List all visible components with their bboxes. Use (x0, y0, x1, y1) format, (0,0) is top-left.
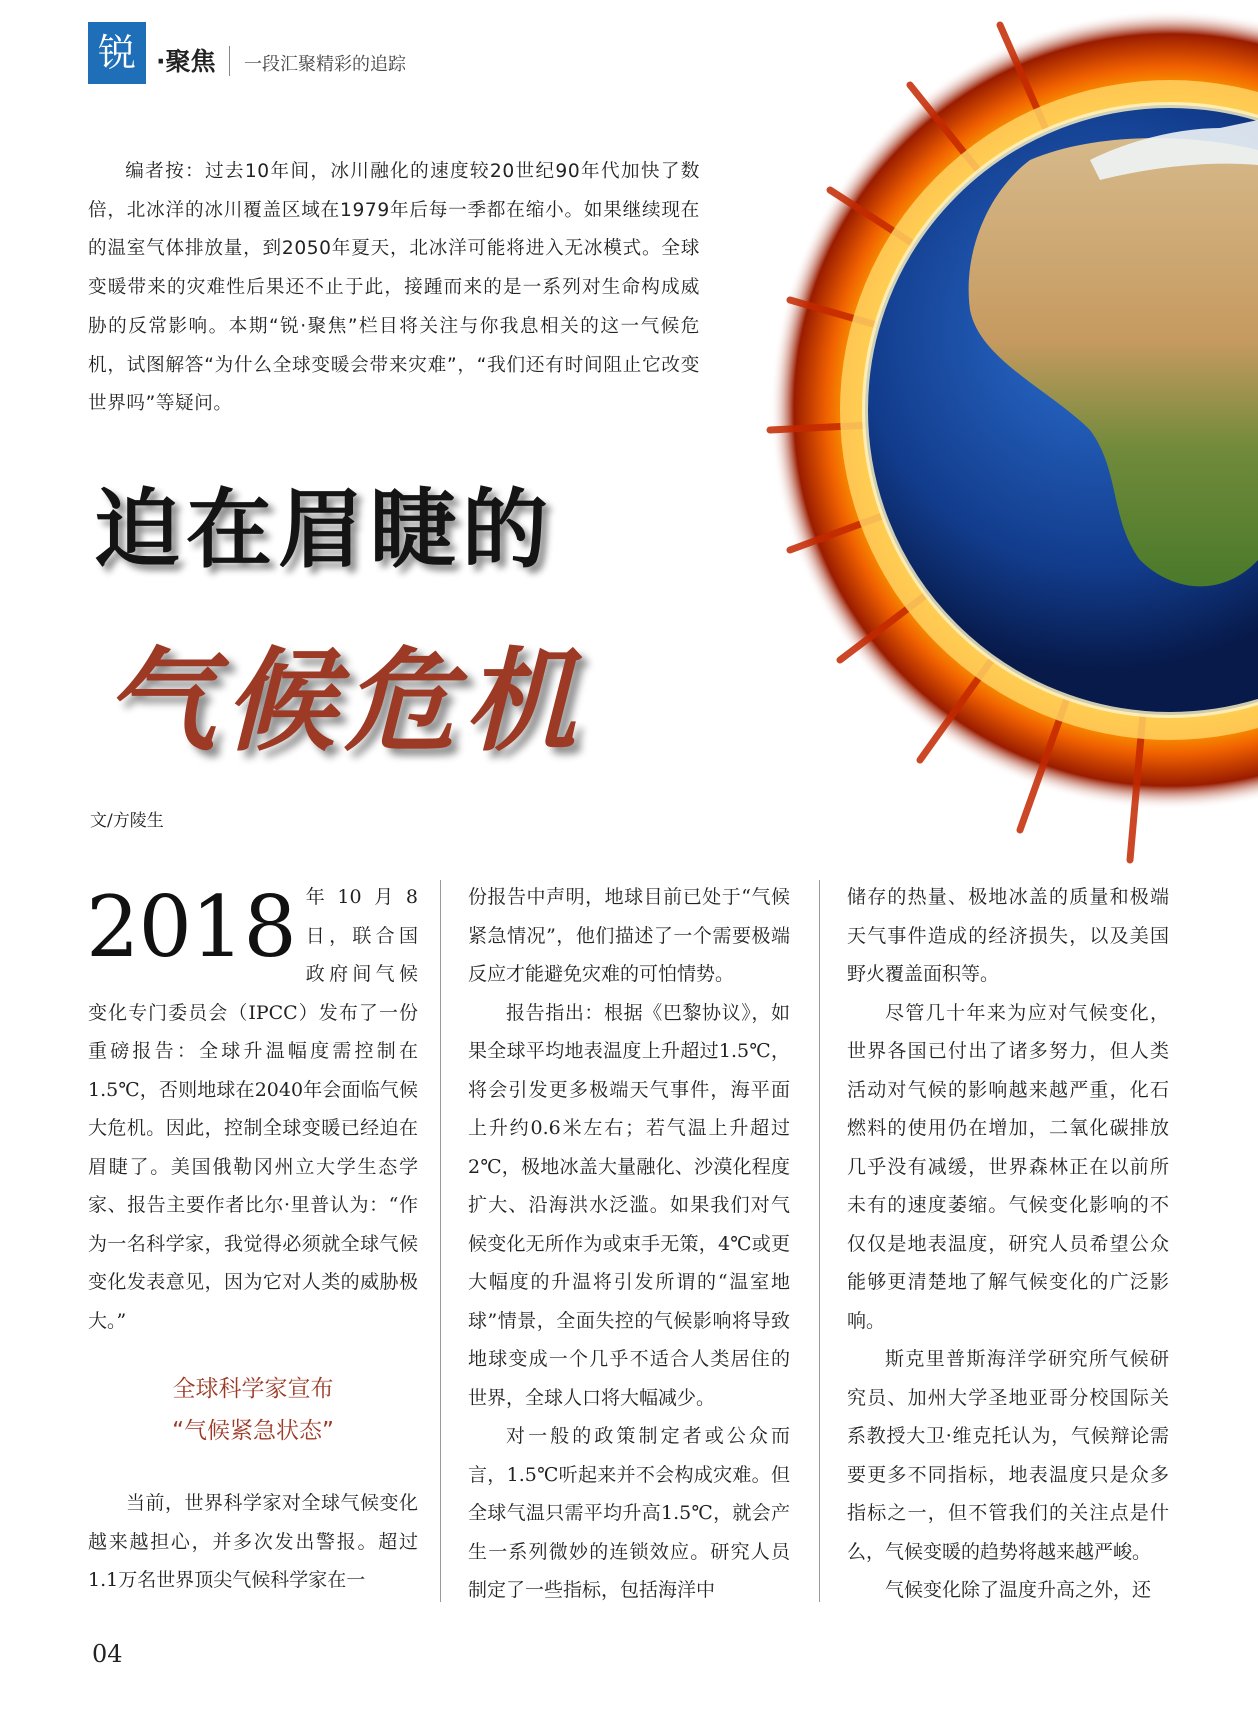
header-divider (229, 46, 230, 76)
paragraph: 当前，世界科学家对全球气候变化越来越担心，并多次发出警报。超过1.1万名世界顶尖气候科学家在一 (88, 1492, 418, 1591)
column-divider (819, 880, 820, 1602)
article-title-line-1: 迫在眉睫的 (94, 480, 554, 580)
section-tagline: 一段汇聚精彩的追踪 (244, 54, 406, 75)
paragraph: 气候变化除了温度升高之外，还 (885, 1579, 1152, 1601)
paragraph: 份报告中声明，地球目前已处于“气候紧急情况”，他们描述了一个需要极端反应才能避免灾难的可怕情势。 (468, 886, 790, 985)
paragraph: 对一般的政策制定者或公众而言，1.5℃听起来并不会构成灾难。但全球气温只需平均升高1.5℃，就会产生一系列微妙的连锁效应。研究人员制定了一些指标，包括海洋中 (468, 1425, 790, 1601)
article-column-2 (468, 878, 790, 1610)
subheading-line-2: “气候紧急状态” (172, 1418, 334, 1444)
section-name: ·聚焦 (156, 47, 216, 76)
editor-note: 编者按：过去10年间，冰川融化的速度较20世纪90年代加快了数倍，北冰洋的冰川覆盖区域在1979年后每一季都在缩小。如果继续现在的温室气体排放量，到2050年夏天，北冰洋可能将进入无冰模式。全球变暖带来的灾难性后果还不止于此，接踵而来的是一系列对生命构成威胁的反常影响。本期“锐·聚焦”栏目将关注与你我息相关的这一气候危机，试图解答“为什么全球变暖会带来灾难”，“我们还有时间阻止它改变世界吗”等疑问。 (88, 161, 700, 415)
article-column-1 (88, 878, 418, 1600)
paragraph: 储存的热量、极地冰盖的质量和极端天气事件造成的经济损失，以及美国野火覆盖面积等。 (847, 886, 1169, 985)
paragraph: 报告指出：根据《巴黎协议》，如果全球平均地表温度上升超过1.5℃，将会引发更多极端天气事件，海平面上升约0.6米左右；若气温上升超过2℃，极地冰盖大量融化、沙漠化程度扩大、沿海洪水泛滥。如果我们对气候变化无所作为或束手无策，4℃或更大幅度的升温将引发所谓的“温室地球”情景，全面失控的气候影响将导致地球变成一个几乎不适合人类居住的世界，全球人口将大幅减少。 (468, 1001, 790, 1409)
subheading (88, 1368, 418, 1452)
burning-earth-illustration (700, 0, 1258, 880)
article-title-line-2: 气候危机 (104, 636, 584, 767)
subheading-line-1: 全球科学家宣布 (172, 1376, 334, 1402)
paragraph: 斯克里普斯海洋学研究所气候研究员、加州大学圣地亚哥分校国际关系教授大卫·维克托认为，气候辩论需要更多不同指标，地表温度只是众多指标之一，但不管我们的关注点是什么，气候变暖的趋势将越来越严峻。 (847, 1348, 1169, 1563)
paragraph: 年10月8日，联合国政府间气候变化专门委员会（IPCC）发布了一份重磅报告：全球升温幅度需控制在1.5℃，否则地球在2040年会面临气候大危机。因此，控制全球变暖已经迫在眉睫了。美国俄勒冈州立大学生态学家、报告主要作者比尔·里普认为：“作为一名科学家，我觉得必须就全球气候变化发表意见，因为它对人类的威胁极大。” (88, 886, 418, 1332)
page-number: 04 (92, 1640, 123, 1668)
byline: 文/方陵生 (90, 811, 164, 831)
article-column-3 (847, 878, 1169, 1610)
section-badge: 锐 (88, 22, 146, 84)
column-divider (440, 880, 441, 1602)
drop-year: 2018 (86, 878, 296, 976)
paragraph: 尽管几十年来为应对气候变化，世界各国已付出了诸多努力，但人类活动对气候的影响越来越严重，化石燃料的使用仍在增加，二氧化碳排放几乎没有减缓，世界森林正在以前所未有的速度萎缩。气候变化影响的不仅仅是地表温度，研究人员希望公众能够更清楚地了解气候变化的广泛影响。 (847, 1001, 1169, 1332)
